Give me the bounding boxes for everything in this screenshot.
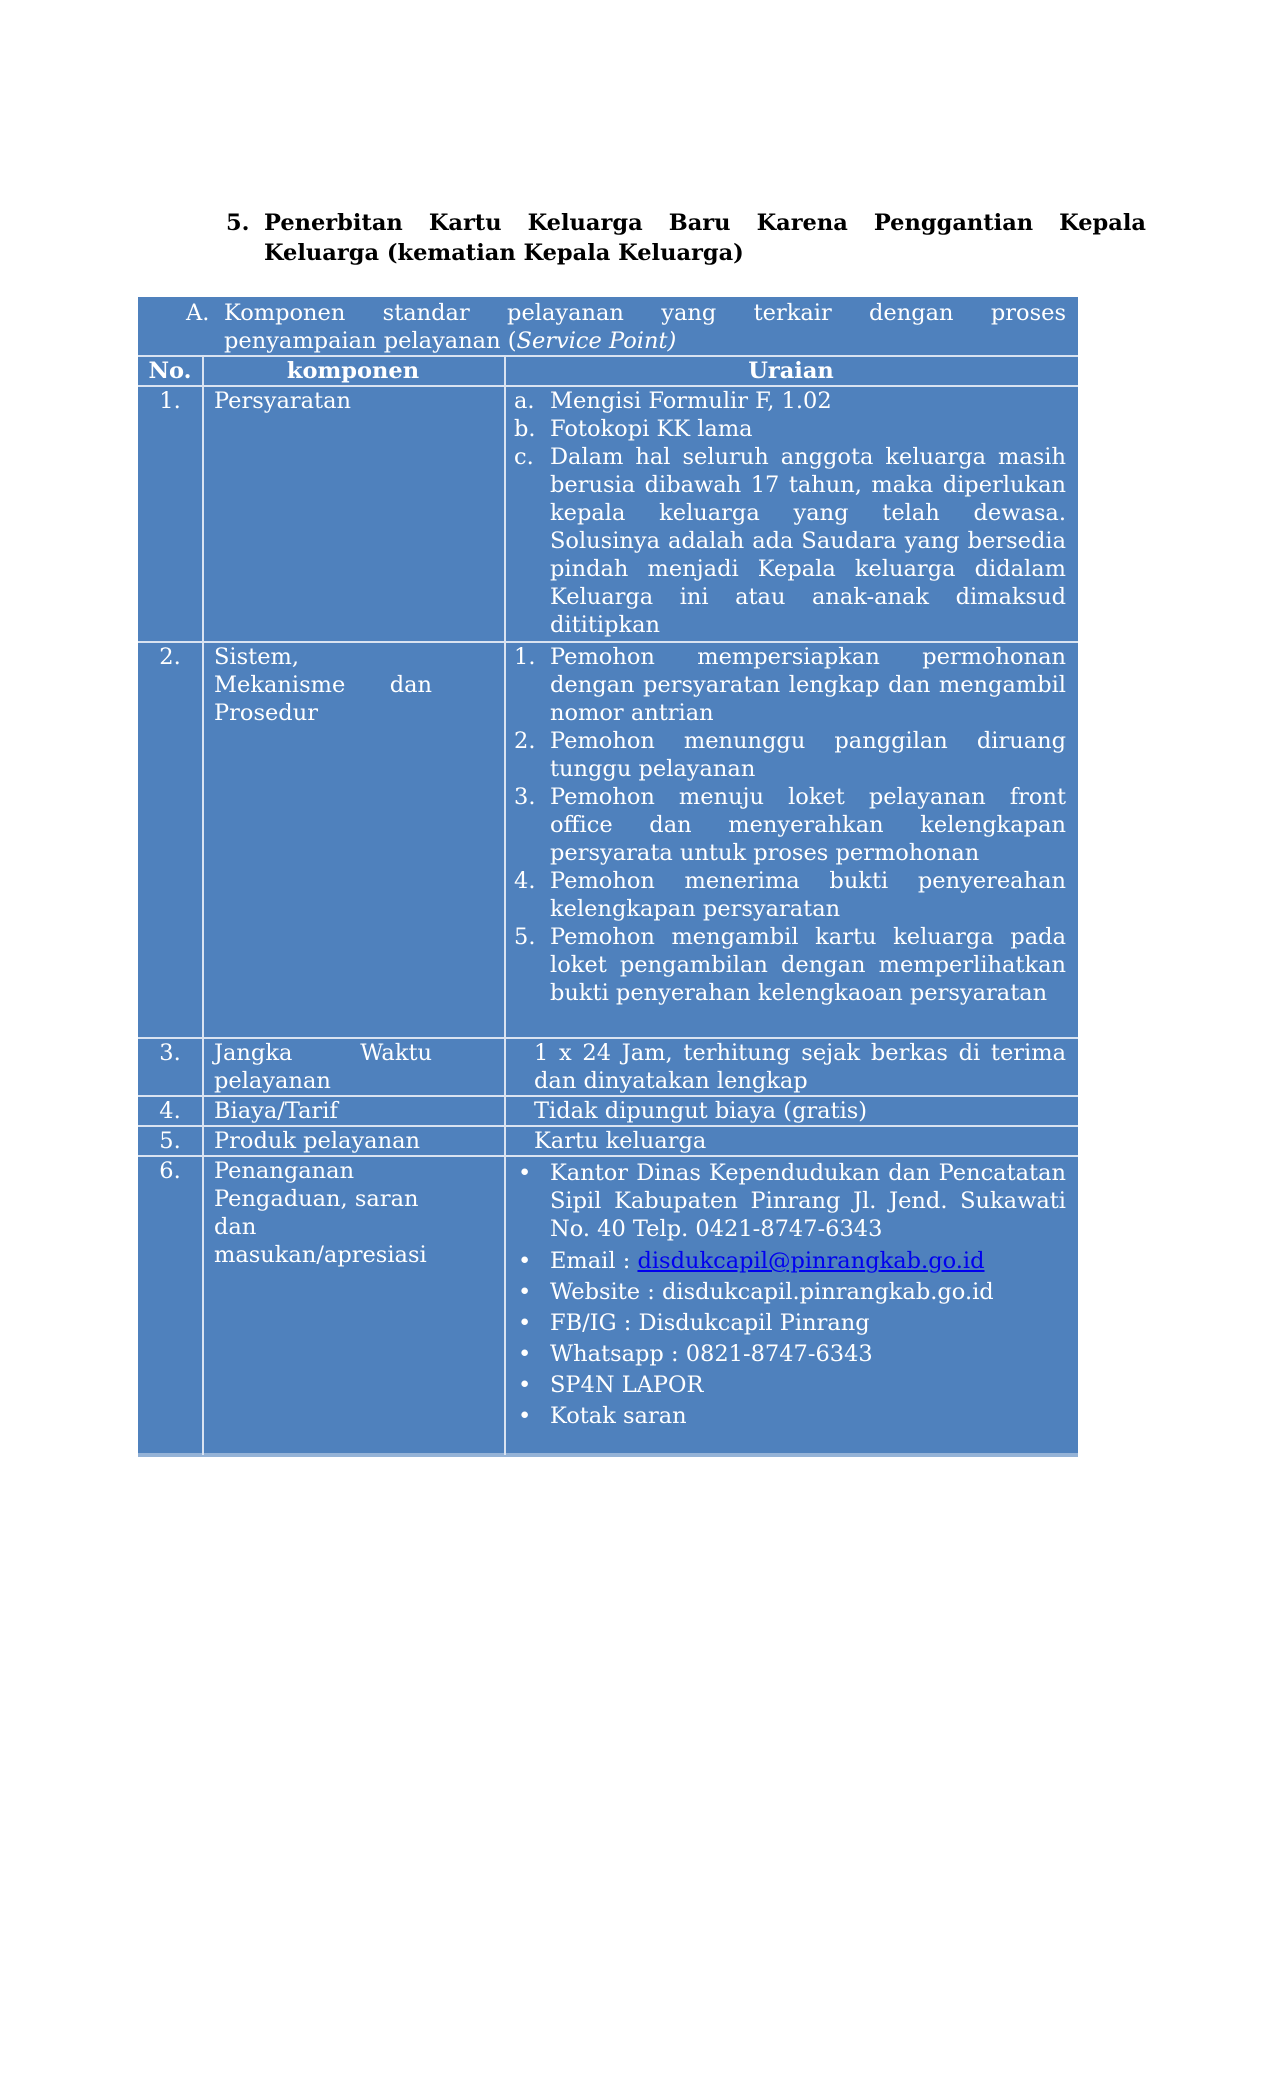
section-a-service-point: Service Point) [516, 328, 677, 354]
list-item: • FB/IG : Disdukcapil Pinrang [518, 1310, 870, 1336]
list-item: • Kotak saran [518, 1403, 687, 1429]
row-komponen: Penanganan Pengaduan, saran dan masukan/apresiasi [214, 1158, 427, 1268]
table-row [138, 1037, 1078, 1095]
row-number: 1. [159, 388, 181, 414]
header-komponen: komponen [286, 358, 420, 384]
row-komponen: Persyaratan [214, 388, 351, 414]
table-row [138, 641, 1078, 1037]
service-standard-table [138, 297, 1078, 1457]
row-number: 4. [159, 1098, 181, 1124]
heading-line-1: Penerbitan Kartu Keluarga Baru Karena Penggantian Kepala [264, 210, 1146, 236]
contact-website: Website : disdukcapil.pinrangkab.go.id [550, 1279, 994, 1305]
email-link[interactable]: disdukcapil@pinrangkab.go.id [637, 1248, 985, 1274]
row-uraian [512, 1159, 1066, 1430]
row-komponen: Produk pelayanan [214, 1128, 420, 1154]
table-row [138, 1155, 1078, 1453]
contact-fbig: FB/IG : Disdukcapil Pinrang [550, 1310, 870, 1336]
row-komponen: Sistem, Mekanisme dan Prosedur [214, 644, 432, 726]
row-uraian [512, 643, 1066, 1007]
row-uraian: Kartu keluarga [534, 1128, 707, 1154]
contact-sp4n: SP4N LAPOR [550, 1372, 704, 1398]
section-a-marker: A. [186, 300, 210, 326]
section-a-line-1: Komponen standar pelayanan yang terkair dengan proses [224, 300, 1066, 326]
contact-office: Kantor Dinas Kependudukan dan Pencatatan Sipil Kabupaten Pinrang Jl. Jend. Sukawati No. 40 Telp. 0421-8747-6343 [550, 1160, 1066, 1242]
list-item: 1. Pemohon mempersiapkan permohonan dengan persyaratan lengkap dan mengambil nomor antrian [514, 644, 1066, 726]
list-item: • Whatsapp : 0821-8747-6343 [518, 1341, 873, 1367]
heading-number: 5. [226, 210, 250, 236]
heading-line-2: Keluarga (kematian Kepala Keluarga) [264, 240, 744, 266]
header-no: No. [148, 358, 192, 384]
row-komponen: Jangka Waktu pelayanan [214, 1040, 432, 1094]
section-a-title [186, 299, 1066, 355]
contact-whatsapp: Whatsapp : 0821-8747-6343 [550, 1341, 873, 1367]
list-item: c. Dalam hal seluruh anggota keluarga masih berusia dibawah 17 tahun, maka diperlukan kepala keluarga yang telah dewasa. Solusinya adalah ada Saudara yang bersedia pindah menjadi Kepala keluarga didalam Keluarga ini atau anak-anak dimaksud dititipkan [514, 444, 1066, 638]
row-number: 5. [159, 1128, 181, 1154]
list-item: 5. Pemohon mengambil kartu keluarga pada loket pengambilan dengan memperlihatkan bukti penyerahan kelengkaoan persyaratan [514, 924, 1066, 1006]
row-number: 6. [159, 1158, 181, 1184]
list-item: • Email : disdukcapil@pinrangkab.go.id [518, 1248, 985, 1274]
table-row [138, 1095, 1078, 1125]
section-a-line-2: penyampaian pelayanan ( [224, 328, 517, 354]
list-item: 2. Pemohon menunggu panggilan diruang tunggu pelayanan [514, 728, 1066, 782]
list-item: 3. Pemohon menuju loket pelayanan front office dan menyerahkan kelengkapan persyarata untuk proses permohonan [514, 784, 1066, 866]
contact-kotak-saran: Kotak saran [550, 1403, 687, 1429]
list-item: a. Mengisi Formulir F, 1.02 [514, 388, 832, 414]
row-uraian: Tidak dipungut biaya (gratis) [534, 1098, 868, 1124]
row-number: 2. [159, 644, 181, 670]
row-uraian [512, 387, 1066, 639]
list-item: • Website : disdukcapil.pinrangkab.go.id [518, 1279, 994, 1305]
list-item: b. Fotokopi KK lama [514, 416, 753, 442]
table-row [138, 1125, 1078, 1155]
list-item: • SP4N LAPOR [518, 1372, 704, 1398]
row-uraian: 1 x 24 Jam, terhitung sejak berkas di terima dan dinyatakan lengkap [534, 1040, 1066, 1094]
row-number: 3. [159, 1040, 181, 1066]
header-row [138, 355, 1078, 385]
list-item: • Kantor Dinas Kependudukan dan Pencatatan Sipil Kabupaten Pinrang Jl. Jend. Sukawati No. 40 Telp. 0421-8747-6343 [518, 1160, 1066, 1242]
table-row [138, 385, 1078, 641]
row-komponen: Biaya/Tarif [214, 1098, 338, 1124]
section-heading [226, 208, 1146, 268]
list-item: 4. Pemohon menerima bukti penyereahan kelengkapan persyaratan [514, 868, 1066, 922]
header-uraian: Uraian [748, 358, 834, 384]
